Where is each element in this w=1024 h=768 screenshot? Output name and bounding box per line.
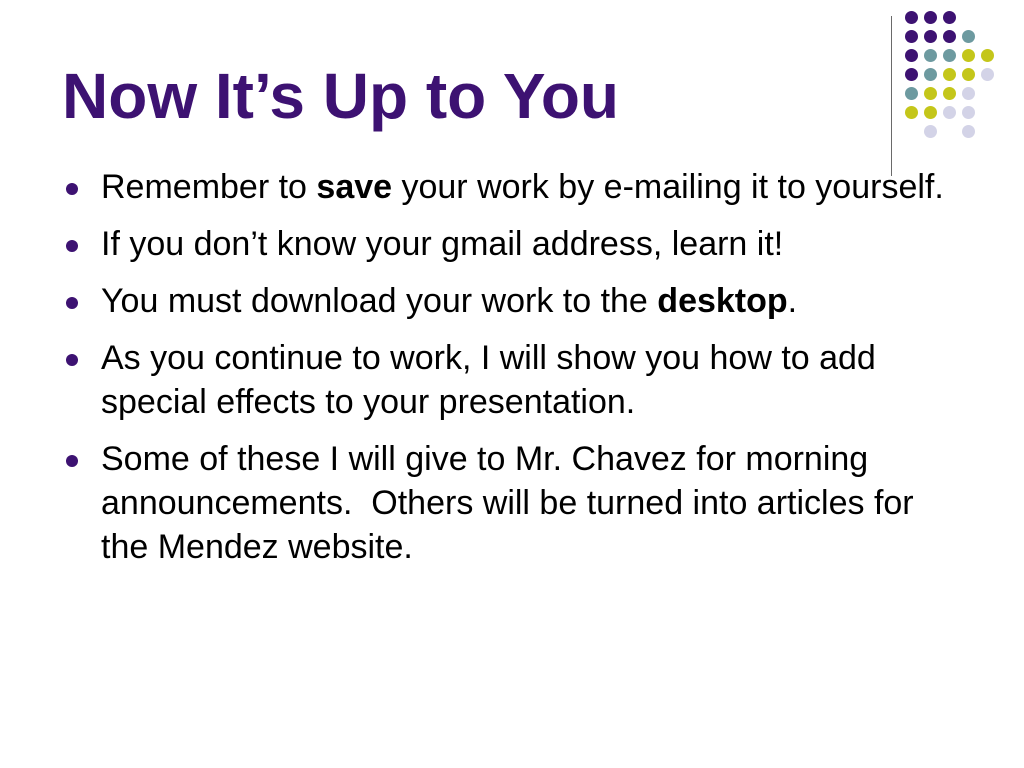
decorative-dot xyxy=(981,68,994,81)
decorative-dot xyxy=(943,11,956,24)
decorative-dot xyxy=(924,30,937,43)
decorative-dot xyxy=(924,87,937,100)
bullet-text xyxy=(101,282,797,320)
decorative-dot xyxy=(962,87,975,100)
bullet-text-run: Some of these I will give to Mr. Chavez for morning announcements. Others will be turned into articles for the Mendez website. xyxy=(101,440,924,566)
bullet-item xyxy=(66,165,966,209)
decorative-dot xyxy=(962,30,975,43)
decorative-dot xyxy=(943,68,956,81)
bullet-dot-icon xyxy=(66,183,78,195)
bullet-text xyxy=(101,440,923,566)
decorative-dot xyxy=(905,49,918,62)
decorative-dot xyxy=(924,11,937,24)
bullet-text-bold: save xyxy=(316,168,393,206)
bullet-dot-icon xyxy=(66,354,78,366)
bullet-text-run: As you continue to work, I will show you how to add special effects to your presentation. xyxy=(101,339,886,421)
decorative-dot-grid xyxy=(905,11,1005,171)
bullet-item xyxy=(66,222,966,266)
slide-title: Now It’s Up to You xyxy=(62,60,619,132)
bullet-text xyxy=(101,225,783,263)
bullet-text-run: If you don’t know your gmail address, learn it! xyxy=(101,225,784,263)
decorative-dot xyxy=(905,30,918,43)
decorative-divider xyxy=(891,16,892,176)
decorative-dot xyxy=(905,68,918,81)
decorative-dot xyxy=(962,68,975,81)
decorative-dot xyxy=(962,125,975,138)
decorative-dot xyxy=(924,49,937,62)
bullet-text-bold: desktop xyxy=(657,282,788,320)
decorative-dot xyxy=(943,49,956,62)
bullet-item xyxy=(66,279,966,323)
bullet-item xyxy=(66,437,966,569)
decorative-dot xyxy=(943,106,956,119)
bullet-text-run: Remember to xyxy=(101,168,317,206)
decorative-dot xyxy=(905,87,918,100)
decorative-dot xyxy=(924,68,937,81)
bullet-list xyxy=(66,165,966,582)
decorative-dot xyxy=(905,106,918,119)
bullet-dot-icon xyxy=(66,240,78,252)
decorative-dot xyxy=(924,125,937,138)
bullet-text xyxy=(101,168,944,206)
decorative-dot xyxy=(905,11,918,24)
bullet-dot-icon xyxy=(66,455,78,467)
bullet-text-run: You must download your work to the xyxy=(101,282,658,320)
decorative-dot xyxy=(943,30,956,43)
bullet-dot-icon xyxy=(66,297,78,309)
decorative-dot xyxy=(943,87,956,100)
decorative-dot xyxy=(924,106,937,119)
bullet-text-run: . xyxy=(787,282,798,320)
bullet-text-run: your work by e-mailing it to yourself. xyxy=(392,168,944,206)
decorative-dot xyxy=(962,106,975,119)
decorative-dot xyxy=(962,49,975,62)
decorative-dot xyxy=(981,49,994,62)
bullet-text xyxy=(101,339,885,421)
bullet-item xyxy=(66,336,966,424)
